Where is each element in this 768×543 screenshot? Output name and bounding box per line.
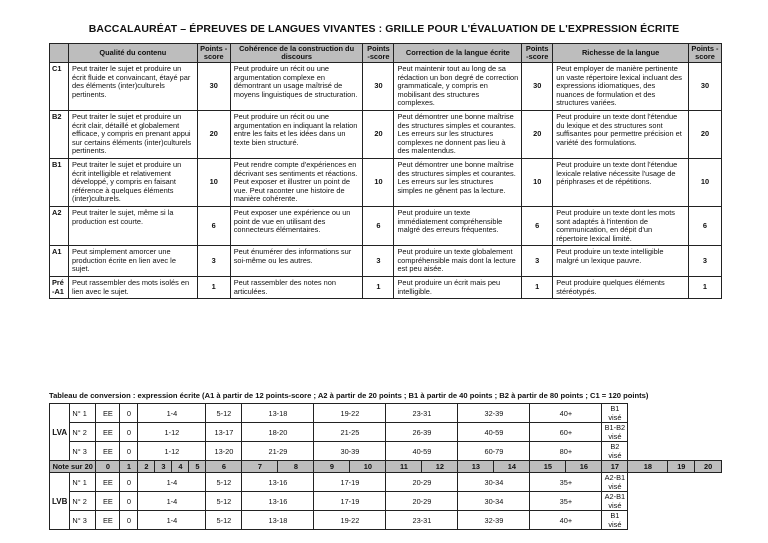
conversion-row — [50, 473, 722, 492]
note-value: 2 — [138, 461, 155, 473]
score-range-cell: 20-29 — [386, 492, 458, 511]
row-zero: 0 — [120, 442, 138, 461]
score-range-cell: 5-12 — [206, 473, 242, 492]
note-value: 14 — [494, 461, 530, 473]
notes-label: Note sur 20 — [50, 461, 96, 473]
note-value: 8 — [278, 461, 314, 473]
row-ee: EE — [96, 404, 120, 423]
points-cell: 30 — [522, 63, 553, 111]
score-range-cell: 26-39 — [386, 423, 458, 442]
header-points-2: Points -score — [363, 44, 394, 63]
target-level-cell: B1-B2 visé — [602, 423, 628, 442]
points-cell: 3 — [522, 246, 553, 277]
coherence-cell: Peut énumérer des informations sur soi-même ou les autres. — [230, 246, 363, 277]
row-number: N° 3 — [70, 442, 96, 461]
row-number: N° 1 — [70, 404, 96, 423]
target-level-cell: A2-B1 visé — [602, 492, 628, 511]
correction-cell: Peut produire un texte immédiatement compréhensible malgré des erreurs fréquentes. — [394, 206, 522, 245]
target-level-cell: B2 visé — [602, 442, 628, 461]
group-label: LVB — [50, 473, 70, 530]
level-cell: B1 — [50, 158, 69, 206]
grid-row — [50, 246, 722, 277]
note-value: 3 — [155, 461, 172, 473]
level-cell: B2 — [50, 110, 69, 158]
note-value: 10 — [350, 461, 386, 473]
conversion-row — [50, 442, 722, 461]
qualite-cell: Peut traiter le sujet et produire un écrit fluide et convaincant, étayé par des éléments (inter)culturels pertinents. — [68, 63, 197, 111]
conversion-title: Tableau de conversion : expression écrite (A1 à partir de 12 points-score ; A2 à partir de 20 points ; B1 à partir de 40 points ; B2 à partir de 80 points ; C1 = 120 points) — [49, 391, 649, 400]
grid-row — [50, 206, 722, 245]
points-cell: 10 — [363, 158, 394, 206]
points-cell: 20 — [522, 110, 553, 158]
points-cell: 10 — [688, 158, 721, 206]
note-value: 0 — [96, 461, 120, 473]
score-range-cell: 5-12 — [206, 511, 242, 530]
score-range-cell: 23-31 — [386, 511, 458, 530]
conversion-row — [50, 423, 722, 442]
row-ee: EE — [96, 442, 120, 461]
note-value: 18 — [628, 461, 668, 473]
score-range-cell: 30-34 — [458, 473, 530, 492]
score-range-cell: 35+ — [530, 492, 602, 511]
score-range-cell: 1-4 — [138, 492, 206, 511]
group-label: LVA — [50, 404, 70, 461]
note-value: 13 — [458, 461, 494, 473]
points-cell: 1 — [688, 277, 721, 299]
note-value: 17 — [602, 461, 628, 473]
conversion-row — [50, 404, 722, 423]
richesse-cell: Peut produire un texte dont les mots sont adaptés à l'intention de communication, en dépit d'un répertoire lexical limité. — [553, 206, 689, 245]
header-points-1: Points -score — [197, 44, 230, 63]
conversion-row — [50, 511, 722, 530]
header-richesse: Richesse de la langue — [553, 44, 689, 63]
correction-cell: Peut maintenir tout au long de sa rédaction un bon degré de correction grammaticale, y compris en mobilisant des structures complexes. — [394, 63, 522, 111]
score-range-cell: 21-29 — [242, 442, 314, 461]
note-value: 19 — [668, 461, 695, 473]
coherence-cell: Peut rassembler des notes non articulées. — [230, 277, 363, 299]
points-cell: 3 — [197, 246, 230, 277]
points-cell: 1 — [363, 277, 394, 299]
points-cell: 10 — [522, 158, 553, 206]
score-range-cell: 17-19 — [314, 473, 386, 492]
qualite-cell: Peut traiter le sujet, même si la production est courte. — [68, 206, 197, 245]
target-level-cell: B1 visé — [602, 511, 628, 530]
points-cell: 20 — [197, 110, 230, 158]
richesse-cell: Peut produire un texte dont l'étendue du lexique et des structures sont suffisantes pour permettre précision et variété des formulations. — [553, 110, 689, 158]
score-range-cell: 13-16 — [242, 492, 314, 511]
score-range-cell: 35+ — [530, 473, 602, 492]
score-range-cell: 20-29 — [386, 473, 458, 492]
conversion-row — [50, 492, 722, 511]
note-value: 4 — [172, 461, 189, 473]
row-zero: 0 — [120, 473, 138, 492]
row-zero: 0 — [120, 404, 138, 423]
score-range-cell: 5-12 — [206, 492, 242, 511]
points-cell: 3 — [363, 246, 394, 277]
score-range-cell: 23-31 — [386, 404, 458, 423]
points-cell: 30 — [688, 63, 721, 111]
score-range-cell: 18-20 — [242, 423, 314, 442]
score-range-cell: 13-17 — [206, 423, 242, 442]
row-ee: EE — [96, 492, 120, 511]
score-range-cell: 80+ — [530, 442, 602, 461]
score-range-cell: 13-16 — [242, 473, 314, 492]
row-ee: EE — [96, 423, 120, 442]
row-ee: EE — [96, 511, 120, 530]
note-value: 12 — [422, 461, 458, 473]
qualite-cell: Peut traiter le sujet et produire un écrit clair, détaillé et globalement efficace, y compris en prenant appui sur certains éléments (inter)culturels pertinents. — [68, 110, 197, 158]
score-range-cell: 1-4 — [138, 511, 206, 530]
qualite-cell: Peut traiter le sujet et produire un écrit intelligible et relativement développé, y compris en faisant référence à quelques éléments (inter)culturels. — [68, 158, 197, 206]
correction-cell: Peut démontrer une bonne maîtrise des structures simples et courantes. Les erreurs sur les structures simples ne gênent pas la lecture. — [394, 158, 522, 206]
level-cell: A2 — [50, 206, 69, 245]
points-cell: 6 — [688, 206, 721, 245]
points-cell: 30 — [197, 63, 230, 111]
target-level-cell: B1 visé — [602, 404, 628, 423]
score-range-cell: 13-20 — [206, 442, 242, 461]
points-cell: 1 — [197, 277, 230, 299]
richesse-cell: Peut employer de manière pertinente un vaste répertoire lexical incluant des expressions idiomatiques, des nuances de formulation et des structures variées. — [553, 63, 689, 111]
points-cell: 10 — [197, 158, 230, 206]
score-range-cell: 32-39 — [458, 404, 530, 423]
header-points-3: Points -score — [522, 44, 553, 63]
row-number: N° 1 — [70, 473, 96, 492]
coherence-cell: Peut produire un récit ou une argumentation en indiquant la relation entre les faits et les idées dans un texte bien structuré. — [230, 110, 363, 158]
page-title: BACCALAURÉAT – ÉPREUVES DE LANGUES VIVANTES : GRILLE POUR L'ÉVALUATION DE L'EXPRESSION ÉCRITE — [88, 23, 680, 35]
row-number: N° 3 — [70, 511, 96, 530]
richesse-cell: Peut produire un texte intelligible malgré un lexique pauvre. — [553, 246, 689, 277]
grid-row — [50, 277, 722, 299]
header-qualite: Qualité du contenu — [68, 44, 197, 63]
header-points-4: Points -score — [688, 44, 721, 63]
row-number: N° 2 — [70, 492, 96, 511]
richesse-cell: Peut produire quelques éléments stéréotypés. — [553, 277, 689, 299]
score-range-cell: 40+ — [530, 404, 602, 423]
row-ee: EE — [96, 473, 120, 492]
header-coherence: Cohérence de la construction du discours — [230, 44, 363, 63]
target-level-cell: A2-B1 visé — [602, 473, 628, 492]
qualite-cell: Peut simplement amorcer une production écrite en lien avec le sujet. — [68, 246, 197, 277]
score-range-cell: 1-4 — [138, 473, 206, 492]
score-range-cell: 19-22 — [314, 404, 386, 423]
points-cell: 20 — [688, 110, 721, 158]
coherence-cell: Peut rendre compte d'expériences en décrivant ses sentiments et réactions. Peut exposer et illustrer un point de vue. Peut raconter une histoire de manière cohérente. — [230, 158, 363, 206]
grid-row — [50, 63, 722, 111]
score-range-cell: 32-39 — [458, 511, 530, 530]
evaluation-grid — [49, 43, 722, 299]
row-number: N° 2 — [70, 423, 96, 442]
score-range-cell: 5-12 — [206, 404, 242, 423]
coherence-cell: Peut produire un récit ou une argumentation complexe en démontrant un usage maîtrisé de moyens linguistiques de structuration. — [230, 63, 363, 111]
note-value: 11 — [386, 461, 422, 473]
grid-row — [50, 158, 722, 206]
richesse-cell: Peut produire un texte dont l'étendue lexicale relative nécessite l'usage de périphrases et de répétitions. — [553, 158, 689, 206]
score-range-cell: 1-12 — [138, 442, 206, 461]
note-value: 7 — [242, 461, 278, 473]
points-cell: 1 — [522, 277, 553, 299]
score-range-cell: 13-18 — [242, 404, 314, 423]
row-zero: 0 — [120, 492, 138, 511]
note-value: 5 — [189, 461, 206, 473]
note-value: 20 — [695, 461, 722, 473]
points-cell: 6 — [197, 206, 230, 245]
level-cell: Pré -A1 — [50, 277, 69, 299]
note-value: 9 — [314, 461, 350, 473]
score-range-cell: 13-18 — [242, 511, 314, 530]
notes-row — [50, 461, 722, 473]
points-cell: 3 — [688, 246, 721, 277]
score-range-cell: 30-39 — [314, 442, 386, 461]
grid-row — [50, 110, 722, 158]
score-range-cell: 40-59 — [386, 442, 458, 461]
note-value: 6 — [206, 461, 242, 473]
row-zero: 0 — [120, 423, 138, 442]
header-correction: Correction de la langue écrite — [394, 44, 522, 63]
score-range-cell: 60-79 — [458, 442, 530, 461]
header-empty — [50, 44, 69, 63]
correction-cell: Peut démontrer une bonne maîtrise des structures simples et courantes. Les erreurs sur les structures complexes ne donnent pas lieu à des malentendus. — [394, 110, 522, 158]
qualite-cell: Peut rassembler des mots isolés en lien avec le sujet. — [68, 277, 197, 299]
correction-cell: Peut produire un écrit mais peu intelligible. — [394, 277, 522, 299]
score-range-cell: 1-12 — [138, 423, 206, 442]
level-cell: C1 — [50, 63, 69, 111]
conversion-table — [49, 403, 722, 530]
points-cell: 20 — [363, 110, 394, 158]
points-cell: 6 — [363, 206, 394, 245]
score-range-cell: 19-22 — [314, 511, 386, 530]
note-value: 1 — [120, 461, 138, 473]
score-range-cell: 30-34 — [458, 492, 530, 511]
score-range-cell: 40-59 — [458, 423, 530, 442]
level-cell: A1 — [50, 246, 69, 277]
points-cell: 30 — [363, 63, 394, 111]
score-range-cell: 60+ — [530, 423, 602, 442]
score-range-cell: 40+ — [530, 511, 602, 530]
grid-header-row — [50, 44, 722, 63]
note-value: 15 — [530, 461, 566, 473]
points-cell: 6 — [522, 206, 553, 245]
correction-cell: Peut produire un texte globalement compréhensible mais dont la lecture est peu aisée. — [394, 246, 522, 277]
score-range-cell: 21-25 — [314, 423, 386, 442]
score-range-cell: 1-4 — [138, 404, 206, 423]
row-zero: 0 — [120, 511, 138, 530]
coherence-cell: Peut exposer une expérience ou un point de vue en utilisant des connecteurs élémentaires. — [230, 206, 363, 245]
score-range-cell: 17-19 — [314, 492, 386, 511]
note-value: 16 — [566, 461, 602, 473]
